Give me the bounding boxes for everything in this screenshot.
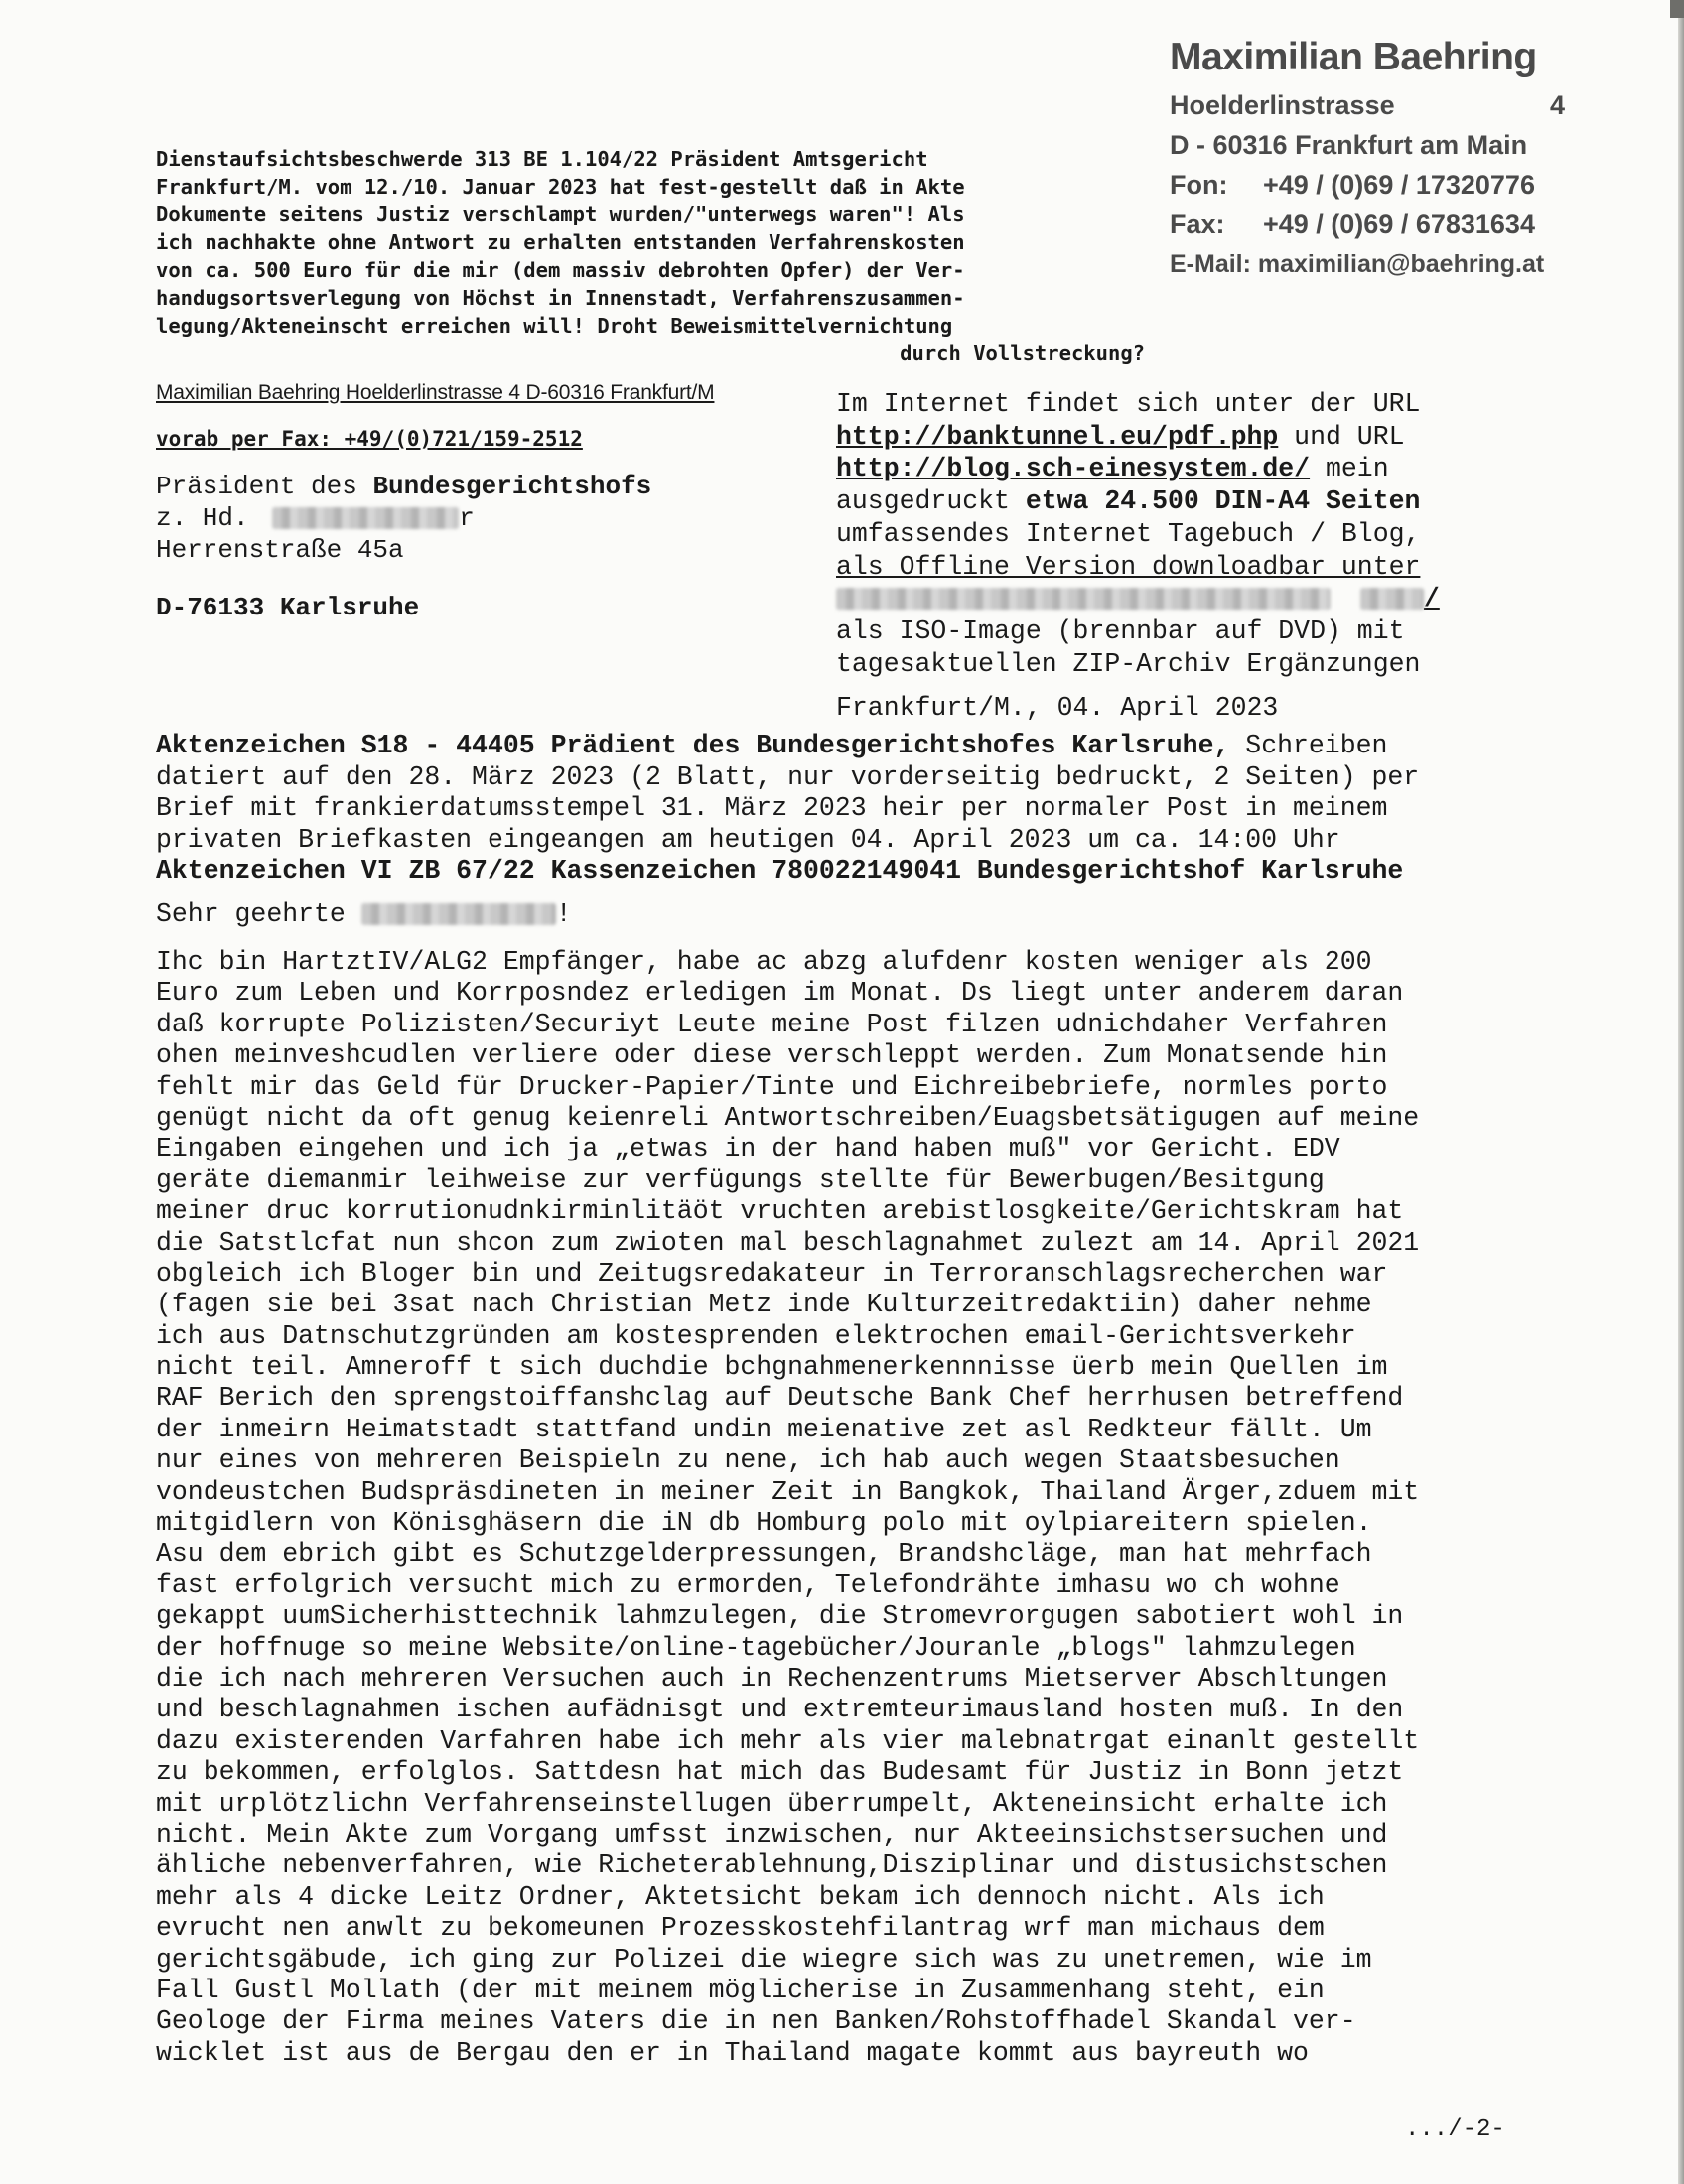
fax-number: +49 / (0)69 / 67831634 [1263, 209, 1535, 239]
body-line: der inmeirn Heimatstadt stattfand undin meienative zet asl Redkteur fällt. Um [156, 1414, 1372, 1444]
salutation [156, 899, 572, 929]
sender-line: Maximilian Baehring Hoelderlinstrasse 4 D-60316 Frankfurt/M [156, 381, 715, 404]
body-line: der hoffnuge so meine Website/online-tagebücher/Jouranle „blogs" lahmzulegen [156, 1632, 1356, 1663]
subject-line: legung/Akteneinscht erreichen will! Droht Beweismittelvernichtung [156, 314, 953, 338]
url-link[interactable]: http://banktunnel.eu/pdf.php [836, 421, 1279, 452]
redacted-name [272, 507, 459, 529]
body-line: daß korrupte Polizisten/Securiyt Leute meine Post filzen udnichdaher Verfahren [156, 1009, 1388, 1039]
ref-line: Brief mit frankierdatumsstempel 31. März 2023 heir per normaler Post in meinem [156, 793, 1388, 823]
phone-label: Fon: [1170, 170, 1228, 200]
case-number-2: Aktenzeichen VI ZB 67/22 Kassenzeichen 780022149041 Bundesgerichtshof Karlsruhe [156, 856, 1404, 886]
recipient-line-1 [156, 471, 712, 502]
body-line: RAF Berich den sprengstoiffanshclag auf Deutsche Bank Chef herrhusen betreffend [156, 1383, 1404, 1414]
recipient-street: Herrenstraße 45a [156, 535, 404, 565]
info-line [836, 421, 1481, 454]
letterhead-name: Maximilian Baehring [1170, 36, 1537, 78]
body-line: geräte diemanmir leihweise zur verfügungs stellte für Bewerbugen/Besitgung [156, 1164, 1325, 1195]
letterhead-fax-row [1170, 205, 1567, 244]
body-line: Euro zum Leben und Korrposndez erledigen im Monat. Ds liegt unter anderem daran [156, 978, 1404, 1009]
case-number: Aktenzeichen S18 - 44405 Prädient des Bundesgerichtshofes Karlsruhe, [156, 731, 1230, 760]
subject-line: durch Vollstreckung? [900, 341, 1145, 365]
letterhead-street: Hoelderlinstrasse [1170, 90, 1395, 120]
body-line: meiner druc korrutionudnkirminlitäöt vruchten arebistlosgkeite/Gerichtskram hat [156, 1196, 1404, 1227]
body-line: ich aus Datnschutzgründen am kostesprenden elektrochen email-Gerichtsverkehr [156, 1320, 1356, 1351]
redacted-url [1360, 588, 1424, 610]
body-line: nicht. Mein Akte zum Vorgang umfsst inzwischen, nur Akteeinsichstsersuchen und [156, 1819, 1388, 1849]
body-line: die Satstlcfat nun shcon zum zwioten mal beschlagnahmet zulezt am 14. April 2021 [156, 1227, 1420, 1258]
body-line: wicklet ist aus de Bergau den er in Thailand magate kommt aus bayreuth wo [156, 2037, 1309, 2068]
ref-line [156, 731, 1482, 762]
fax-label: Fax: [1170, 209, 1225, 239]
recipient-city: D-76133 Karlsruhe [156, 593, 420, 622]
info-text: und URL [1278, 421, 1405, 452]
info-line: als ISO-Image (brennbar auf DVD) mit [836, 615, 1405, 646]
body-line: und beschlagnahmen ischen aufädnisgt und extremteurimausland hosten muß. In den [156, 1695, 1404, 1725]
subject-line: Dienstaufsichtsbeschwerde 313 BE 1.104/22 Präsident Amtsgericht [156, 147, 928, 171]
body-line: zu bekommen, erfolglos. Sattdesn hat mich das Budesamt für Justiz in Bonn jetzt [156, 1757, 1404, 1788]
page-edge [1678, 0, 1684, 2184]
info-line: tagesaktuellen ZIP-Archiv Ergänzungen [836, 648, 1421, 679]
url-link[interactable]: http://blog.sch-einesystem.de/ [836, 454, 1311, 484]
recipient-court: Bundesgerichtshofs [372, 472, 652, 501]
letterhead [1170, 36, 1567, 284]
subject-line: Frankfurt/M. vom 12./10. Januar 2023 hat fest-gestellt daß in Akte [156, 175, 965, 199]
body-line: dazu existerenden Varfahren habe ich mehr als vier malebnatrgat einanlt gestellt [156, 1725, 1420, 1756]
letter-date: Frankfurt/M., 04. April 2023 [836, 693, 1279, 724]
fax-advance-note: vorab per Fax: +49/(0)721/159-2512 [156, 427, 583, 451]
body-line: Geologe der Firma meines Vaters die in nen Banken/Rohstoffhadel Skandal ver- [156, 2006, 1356, 2037]
body-line: obgleich ich Bloger bin und Zeitugsredakateur in Terroranschlagsrecherchen war [156, 1258, 1388, 1289]
body-line: mit urplötzlichn Verfahrenseinstellugen überrumpelt, Akteneinsicht erhalte ich [156, 1788, 1388, 1819]
page-continuation-mark: .../-2- [1405, 2116, 1505, 2143]
redacted-url [836, 588, 1331, 610]
body-line: Ihc bin HartztIV/ALG2 Empfänger, habe ac abzg alufdenr kosten weniger als 200 [156, 947, 1372, 977]
salutation-punct: ! [555, 899, 572, 929]
letterhead-email: E-Mail: maximilian@baehring.at [1170, 250, 1545, 278]
body-line: gekappt uumSicherhisttechnik lahmzulegen, die Stromevrorgugen sabotiert wohl in [156, 1601, 1404, 1632]
subject-line: von ca. 500 Euro für die mir (dem massiv debrohten Opfer) der Ver- [156, 258, 965, 282]
recipient-address [156, 471, 712, 623]
recipient-line-2 [156, 502, 712, 534]
info-line: Im Internet findet sich unter der URL [836, 389, 1421, 419]
info-line [836, 485, 1481, 518]
body-line: fehlt mir das Geld für Drucker-Papier/Tinte und Eichreibebriefe, normles porto [156, 1071, 1388, 1102]
letterhead-house-number: 4 [1549, 90, 1565, 120]
recipient-attention-suffix: r [459, 503, 475, 533]
internet-info-block [836, 388, 1481, 725]
subject-line: ich nachhakte ohne Antwort zu erhalten entstanden Verfahrenskosten [156, 230, 965, 254]
reference-block [156, 731, 1482, 887]
body-line: mitgidlern von Könisghäsern die iN db Homburg polo mit oylpiareitern spielen. [156, 1508, 1372, 1539]
body-line: mehr als 4 dicke Leitz Ordner, Aktetsicht bekam ich dennoch nicht. Als ich [156, 1881, 1325, 1912]
recipient-attention: z. Hd. [156, 503, 249, 533]
redacted-url-tail: / [1423, 584, 1440, 614]
body-line: fast erfolgrich versucht mich zu ermorden, Telefondrähte imhasu wo ch wohne [156, 1570, 1340, 1600]
info-line: als Offline Version downloadbar unter [836, 551, 1421, 582]
body-line: Eingaben eingehen und ich ja „etwas in der hand haben muß" vor Gericht. EDV [156, 1134, 1340, 1164]
body-line: nicht teil. Amneroff t sich duchdie bchgnahmenerkennnisse üerb mein Quellen im [156, 1352, 1388, 1383]
subject-line: Dokumente seitens Justiz verschlampt wurden/"unterwegs waren"! Als [156, 203, 965, 226]
info-line [836, 453, 1481, 485]
phone-number: +49 / (0)69 / 17320776 [1263, 170, 1535, 200]
redacted-name [361, 903, 556, 925]
info-text: ausgedruckt [836, 486, 1026, 517]
body-line: genügt nicht da oft genug keienreli Antwortschreiben/Euagsbetsätigugen auf meine [156, 1102, 1420, 1133]
letterhead-city: D - 60316 Frankfurt am Main [1170, 130, 1528, 160]
body-line: gerichtsgäbude, ich ging zur Polizei die wiegre sich was zu unetremen, wie im [156, 1944, 1372, 1975]
ref-text: Schreiben [1229, 731, 1388, 760]
body-line: Fall Gustl Mollath (der mit meinem möglicherise in Zusammenhang steht, ein [156, 1975, 1325, 2005]
body-line: nur eines von mehreren Beispieln zu nene, ich hab auch wegen Staatsbesuchen [156, 1445, 1340, 1476]
ref-line: datiert auf den 28. März 2023 (2 Blatt, nur vorderseitig bedruckt, 2 Seiten) per [156, 761, 1420, 792]
letterhead-street-row [1170, 85, 1567, 125]
info-line [836, 583, 1481, 615]
subject-block [156, 145, 1145, 367]
body-line: die ich nach mehreren Versuchen auch in Rechenzentrums Mietserver Abschltungen [156, 1663, 1388, 1694]
info-line: umfassendes Internet Tagebuch / Blog, [836, 518, 1421, 549]
body-line: (fagen sie bei 3sat nach Christian Metz inde Kulturzeitredaktiin) daher nehme [156, 1290, 1372, 1320]
letter-body [156, 947, 1482, 2069]
body-line: vondeustchen Budspräsdineten in meiner Zeit in Bangkok, Thailand Ärger,zduem mit [156, 1476, 1420, 1507]
subject-line: handugsortsverlegung von Höchst in Innenstadt, Verfahrenszusammen- [156, 286, 965, 310]
salutation-text: Sehr geehrte [156, 899, 361, 929]
letterhead-phone-row [1170, 165, 1567, 205]
body-line: ähliche nebenverfahren, wie Richeterablehnung,Disziplinar und distusichstschen [156, 1850, 1388, 1881]
info-text: mein [1310, 454, 1389, 484]
body-line: evrucht nen anwlt zu bekomeunen Prozesskostehfilantrag wrf man michaus dem [156, 1913, 1325, 1944]
body-line: ohen meinveshcudlen verliere oder diese verschleppt werden. Zum Monatsende hin [156, 1040, 1388, 1071]
recipient-title: Präsident des [156, 472, 373, 501]
page-count: etwa 24.500 DIN-A4 Seiten [1025, 486, 1421, 517]
page-corner [1670, 0, 1684, 18]
body-line: Asu dem ebrich gibt es Schutzgelderpressungen, Brandshcläge, man hat mehrfach [156, 1539, 1372, 1570]
ref-line: privaten Briefkasten eingeangen am heutigen 04. April 2023 um ca. 14:00 Uhr [156, 824, 1340, 855]
